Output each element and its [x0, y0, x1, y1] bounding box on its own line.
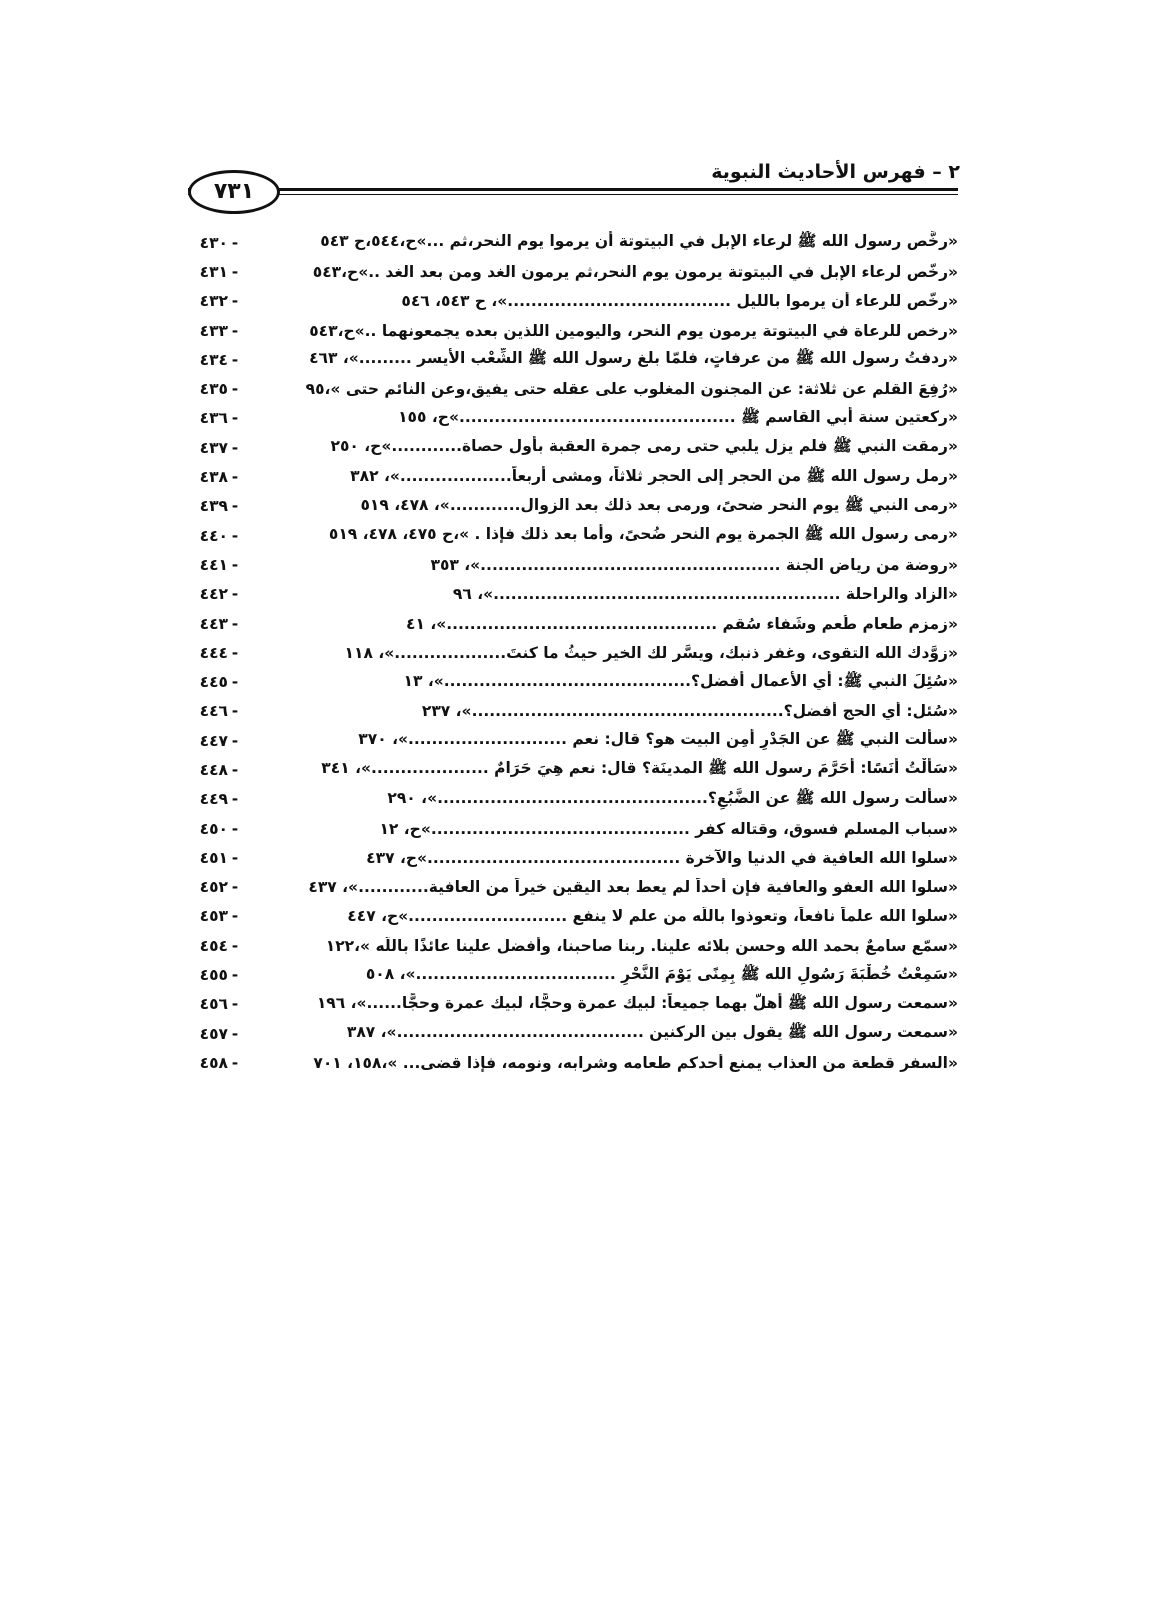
entry-number: ٤٣٦ [199, 409, 228, 428]
entry-text: «سمّع سامعٌ بحمد الله وحسن بلائه علينا. ربنا صاحبنا، وأفضل علينا عائذًا باللَّه »،١٢٢ [325, 936, 958, 955]
index-entry [188, 228, 958, 257]
entry-number: ٤٥٧ [199, 1024, 228, 1043]
entry-dash: - [231, 702, 239, 721]
entry-text: «سمعت رسول الله ﷺ أهلَّ بهما جميعاً: لبيك عمرة وحجًّا، لبيك عمرة وحجًّا......»، ١٩٦ [316, 993, 958, 1012]
entry-text: «رمى رسول الله ﷺ الجمرة يوم النحر ضُحىً، وأما بعد ذلك فإذا . »،ح ٤٧٥، ٤٧٨، ٥١٩ [328, 525, 958, 544]
index-entry [188, 667, 958, 696]
entry-dash: - [231, 350, 239, 369]
entry-text: «سَأَلْتُ أَنَسًا: أَحَرَّمَ رسول الله ﷺ المدينَة؟ قال: نعم هِيَ حَرَامٌ ....................»، ٣٤١ [321, 759, 958, 778]
entry-text: «سمعت رسول الله ﷺ يقول بين الركنين ..........................................»، ٣٨٧ [346, 1023, 958, 1042]
page-title: ٢ – فهرس الأحاديث النبوية [711, 161, 960, 183]
index-entry [188, 521, 958, 550]
index-entry [188, 433, 958, 462]
index-entry [188, 931, 958, 960]
entry-dash: - [231, 555, 239, 574]
index-entry [188, 492, 958, 521]
entry-number: ٤٣٣ [199, 321, 228, 340]
entry-text: «السفر قطعة من العذاب يمنع أحدكم طعامه وشرابه، ونومه، فإذا قضى... »،١٥٨، ٧٠١ [313, 1053, 958, 1072]
entry-number: ٤٣٩ [199, 497, 228, 516]
entry-dash: - [231, 790, 239, 809]
entry-number: ٤٣٤ [199, 350, 228, 369]
entry-number: ٤٥٨ [199, 1053, 228, 1072]
entry-dash: - [231, 292, 239, 311]
entry-number: ٤٥٢ [199, 878, 228, 897]
index-entry [188, 257, 958, 286]
entry-text: «رمقت النبي ﷺ فلم يزل يلبي حتى رمى جمرة العقبة بأول حصاة............»ح، ٢٥٠ [330, 437, 958, 456]
entry-dash: - [231, 819, 239, 838]
entry-number: ٤٤٨ [199, 760, 228, 779]
index-entry [188, 374, 958, 403]
entry-dash: - [231, 907, 239, 926]
index-entry [188, 902, 958, 931]
entry-number: ٤٣١ [199, 262, 228, 281]
index-entry [188, 726, 958, 755]
entry-text: «سباب المسلم فسوق، وقتاله كفر ............................................»ح، ١٢ [379, 819, 958, 838]
entry-dash: - [231, 643, 239, 662]
entry-number: ٤٣٨ [199, 468, 228, 487]
entry-number: ٤٥٣ [199, 907, 228, 926]
index-entry [188, 345, 958, 374]
entry-number: ٤٣٠ [199, 233, 228, 252]
entry-dash: - [231, 585, 239, 604]
index-entry [188, 843, 958, 872]
entry-number: ٤٤٧ [199, 731, 228, 750]
entry-text: «سلوا الله العفو والعافية فإن أحداً لم يعط بعد اليقين خيراً من العافية............»، ٤٣٧ [308, 878, 958, 897]
entry-dash: - [231, 497, 239, 516]
entry-dash: - [231, 1024, 239, 1043]
entry-number: ٤٤٣ [199, 614, 228, 633]
entry-number: ٤٤٥ [199, 673, 228, 692]
entry-dash: - [231, 936, 239, 955]
entry-number: ٤٣٧ [199, 438, 228, 457]
entry-number: ٤٥٦ [199, 995, 228, 1014]
entry-text: «رُفِعَ القلم عن ثلاثة: عن المجنون المغلوب على عقله حتى يفيق،وعن النائم حتى »،٩٥ [305, 380, 958, 399]
entry-dash: - [231, 731, 239, 750]
entry-text: «سألت رسول الله ﷺ عن الضَّبُعِ؟..............................................»، ٢٩٠ [387, 788, 958, 807]
entry-text: «سُئِلَ النبي ﷺ: أي الأعمال أفضل؟..........................................»، ١٣ [403, 671, 958, 690]
entry-dash: - [231, 321, 239, 340]
entry-number: ٤٥٤ [199, 936, 228, 955]
entry-text: «رمى النبي ﷺ يوم النحر ضحىً، ورمى بعد ذلك بعد الزوال............»، ٤٧٨، ٥١٩ [360, 495, 958, 514]
index-entry [188, 550, 958, 579]
entry-text: «سَمِعْتُ خُطْبَةَ رَسُولِ الله ﷺ بِمِنًى يَوْمَ النَّحْرِ ..................................»، ٥٠٨ [365, 964, 958, 983]
entry-dash: - [231, 438, 239, 457]
entry-number: ٤٣٢ [199, 292, 228, 311]
entry-text: «سُئل: أي الحج أفضل؟.....................................................»، ٢٣٧ [421, 702, 958, 721]
entry-number: ٤٤١ [199, 555, 228, 574]
index-entry [188, 580, 958, 609]
entry-text: «رخص للرعاة في البيتوتة يرمون يوم النحر، واليومين اللذين بعده يجمعونهما ..»ح،٥٤٣ [309, 321, 958, 340]
index-entry [188, 462, 958, 491]
entry-dash: - [231, 760, 239, 779]
entry-number: ٤٤٦ [199, 702, 228, 721]
entry-text: «رمل رسول الله ﷺ من الحجر إلى الحجر ثلاثاً، ومشى أربعاً...................»، ٣٨٢ [350, 466, 958, 485]
entry-number: ٤٥٥ [199, 966, 228, 985]
entry-dash: - [231, 468, 239, 487]
entry-dash: - [231, 380, 239, 399]
index-entry [188, 316, 958, 345]
index-entry [188, 990, 958, 1019]
index-entry [188, 697, 958, 726]
index-entry [188, 1048, 958, 1077]
entry-dash: - [231, 995, 239, 1014]
index-entry [188, 785, 958, 814]
page-number-badge: ٧٣١ [188, 170, 280, 214]
entry-dash: - [231, 409, 239, 428]
entry-text: «ركعتين سنة أبي القاسم ﷺ ...............................................»ح، ١٥٥ [398, 407, 958, 426]
entry-dash: - [231, 966, 239, 985]
entry-number: ٤٤٠ [199, 526, 228, 545]
entry-text: «رخَّص لرعاء الإبل في البيتوتة يرمون يوم النحر،ثم يرمون الغد ومن بعد الغد ..»ح،٥٤٣ [312, 262, 958, 281]
entry-dash: - [231, 233, 239, 252]
entry-number: ٤٣٥ [199, 380, 228, 399]
index-entry [188, 1019, 958, 1048]
entry-dash: - [231, 262, 239, 281]
index-entry [188, 814, 958, 843]
entry-text: «سلوا الله علماً نافعاً، وتعوذوا باللَّه من علم لا ينفع ...........................»ح، ٤٤٧ [347, 907, 958, 926]
entry-dash: - [231, 673, 239, 692]
entry-text: «ردفتُ رسول الله ﷺ من عرفاتٍ، فلمّا بلغ رسول الله ﷺ الشِّعْب الأيسر .........»، ٤٦٣ [309, 349, 958, 368]
entry-dash: - [231, 1053, 239, 1072]
index-entry [188, 873, 958, 902]
entry-text: «الزاد والراحلة ...........................................................»، ٩٦ [452, 585, 958, 604]
entry-number: ٤٥١ [199, 848, 228, 867]
entry-text: «رخَّص رسول الله ﷺ لرعاء الإبل في البيتوتة أن يرموا يوم النحر،ثم ...»ح،٥٤٤،ح ٥٤٣ [320, 232, 958, 251]
entry-dash: - [231, 614, 239, 633]
index-entry [188, 404, 958, 433]
index-entry [188, 960, 958, 989]
entry-number: ٤٤٢ [199, 585, 228, 604]
index-entry [188, 287, 958, 316]
header-rule-thin [188, 194, 958, 195]
entry-dash: - [231, 526, 239, 545]
entry-number: ٤٥٠ [199, 819, 228, 838]
index-entry [188, 755, 958, 784]
entry-text: «زمزم طعام طُعم وشَفاء سُقم ..............................................»، ٤١ [406, 614, 958, 633]
entry-number: ٤٤٩ [199, 790, 228, 809]
entry-text: «روضة من رياض الجنة ...................................................»، ٣٥٣ [430, 555, 958, 574]
entry-text: «سلوا الله العافية في الدنيا والآخرة ...........................................»ح، ٤٣٧ [366, 848, 958, 867]
entry-text: «رخَّص للرعاء أن يرموا بالليل ......................................»، ح ٥٤٣، ٥٤٦ [401, 292, 958, 311]
header-rule [188, 188, 958, 191]
hadith-index-list [188, 228, 958, 1078]
entry-dash: - [231, 878, 239, 897]
index-entry [188, 609, 958, 638]
entry-number: ٤٤٤ [199, 643, 228, 662]
entry-text: «زوَّدك الله التقوى، وغفر ذنبك، ويسَّر لك الخير حيثُ ما كنتَ...................»، ١١٨ [344, 643, 958, 662]
entry-text: «سألت النبي ﷺ عن الجَدْرِ أمِن البيت هو؟ قال: نعم ...........................»، ٣٧٠ [358, 730, 958, 749]
entry-dash: - [231, 848, 239, 867]
index-entry [188, 638, 958, 667]
